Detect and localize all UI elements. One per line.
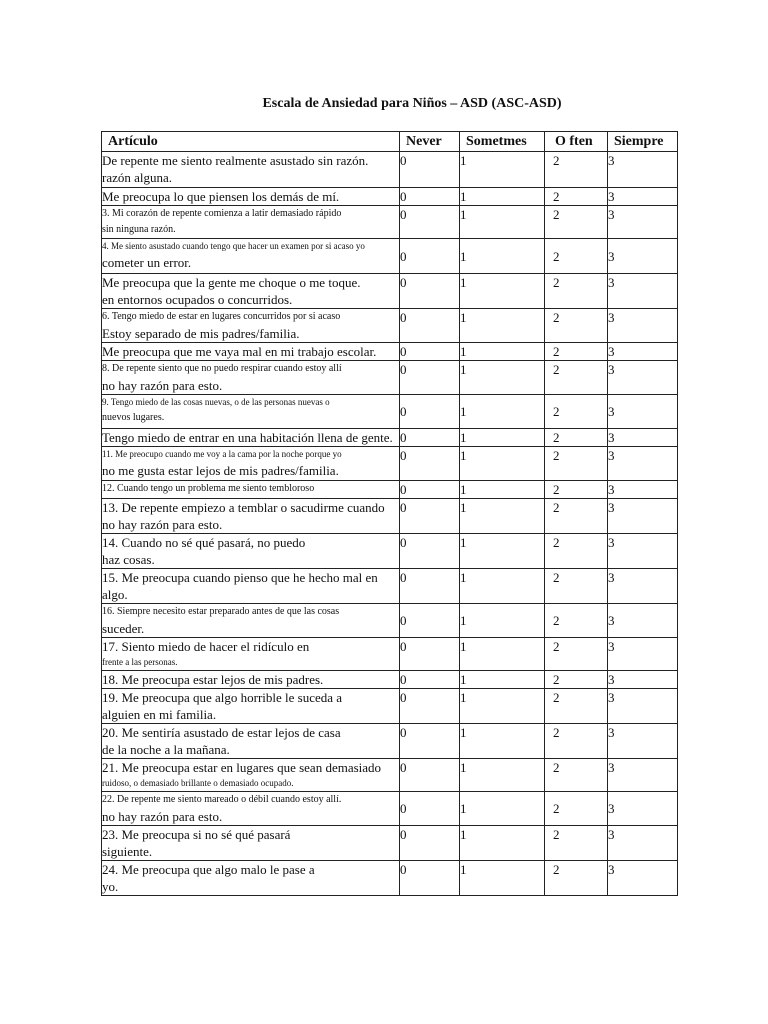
score-often-cell: 2 (545, 343, 608, 361)
score-often-cell: 2 (545, 569, 608, 604)
item-text-line-2: cometer un error. (102, 255, 192, 270)
item-text-cell (102, 239, 400, 274)
page-title: Escala de Ansiedad para Niños – ASD (ASC-ASD) (262, 96, 562, 111)
score-often-cell: 2 (545, 792, 608, 826)
score-often-cell: 2 (545, 395, 608, 429)
score-sometimes-cell: 1 (460, 499, 545, 534)
item-text-cell (102, 188, 400, 206)
score-sometimes-cell: 1 (460, 274, 545, 309)
item-text-line-2: no hay razón para esto. (102, 378, 223, 393)
item-text-line-1: 23. Me preocupa si no sé qué pasará (102, 827, 291, 842)
score-always-cell: 3 (608, 429, 678, 447)
item-text-line-2: nuevos lugares. (102, 412, 165, 423)
score-never-cell: 0 (400, 604, 460, 638)
item-text-line-1: Me preocupa lo que piensen los demás de mí. (102, 189, 340, 204)
table-row (102, 395, 678, 429)
score-always-cell: 3 (608, 638, 678, 671)
score-often-cell: 2 (545, 861, 608, 896)
score-always-cell: 3 (608, 152, 678, 188)
score-never-cell: 0 (400, 534, 460, 569)
item-text-line-2: no hay razón para esto. (102, 517, 223, 532)
score-always-cell: 3 (608, 239, 678, 274)
score-always-cell: 3 (608, 826, 678, 861)
score-never-cell: 0 (400, 206, 460, 239)
score-sometimes-cell: 1 (460, 361, 545, 395)
item-text-cell (102, 499, 400, 534)
item-text-line-1: 4. Me siento asustado cuando tengo que hacer un examen por si acaso yo (102, 241, 365, 251)
table-row (102, 604, 678, 638)
item-text-line-2: no hay razón para esto. (102, 809, 223, 824)
score-sometimes-cell: 1 (460, 759, 545, 792)
item-text-cell (102, 481, 400, 499)
table-row (102, 861, 678, 896)
score-often-cell: 2 (545, 759, 608, 792)
score-often-cell: 2 (545, 534, 608, 569)
table-row (102, 724, 678, 759)
item-text-line-1: 8. De repente siento que no puedo respirar cuando estoy allí (102, 363, 342, 374)
table-row (102, 759, 678, 792)
score-often-cell: 2 (545, 689, 608, 724)
item-text-cell (102, 309, 400, 343)
item-text-line-1: 13. De repente empiezo a temblar o sacudirme cuando (102, 500, 385, 515)
item-text-line-1: 14. Cuando no sé qué pasará, no puedo (102, 535, 306, 550)
item-text-line-1: Tengo miedo de entrar en una habitación llena de gente. (102, 430, 393, 445)
table-row (102, 689, 678, 724)
score-sometimes-cell: 1 (460, 309, 545, 343)
score-always-cell: 3 (608, 759, 678, 792)
col-header-item: Artículo (102, 132, 400, 152)
table-row (102, 152, 678, 188)
item-text-line-1: 22. De repente me siento mareado o débil cuando estoy allí. (102, 794, 342, 805)
item-text-cell (102, 759, 400, 792)
score-always-cell: 3 (608, 206, 678, 239)
item-text-line-2: no me gusta estar lejos de mis padres/familia. (102, 463, 339, 478)
item-text-cell (102, 343, 400, 361)
score-never-cell: 0 (400, 569, 460, 604)
item-text-cell (102, 534, 400, 569)
col-header-sometimes: Sometmes (460, 132, 545, 152)
item-text-cell (102, 861, 400, 896)
score-often-cell: 2 (545, 499, 608, 534)
table-row (102, 447, 678, 481)
score-never-cell: 0 (400, 447, 460, 481)
score-sometimes-cell: 1 (460, 447, 545, 481)
item-text-line-2: Estoy separado de mis padres/familia. (102, 326, 300, 341)
item-text-cell (102, 447, 400, 481)
score-never-cell: 0 (400, 429, 460, 447)
score-sometimes-cell: 1 (460, 429, 545, 447)
item-text-cell (102, 429, 400, 447)
item-text-line-1: 16. Siempre necesito estar preparado antes de que las cosas (102, 606, 340, 617)
score-always-cell: 3 (608, 274, 678, 309)
item-text-line-1: 15. Me preocupa cuando pienso que he hecho mal en (102, 570, 378, 585)
score-sometimes-cell: 1 (460, 638, 545, 671)
table-row (102, 429, 678, 447)
score-sometimes-cell: 1 (460, 534, 545, 569)
score-always-cell: 3 (608, 569, 678, 604)
score-often-cell: 2 (545, 188, 608, 206)
item-text-line-1: 19. Me preocupa que algo horrible le suceda a (102, 690, 343, 705)
item-text-cell (102, 689, 400, 724)
score-never-cell: 0 (400, 792, 460, 826)
score-never-cell: 0 (400, 188, 460, 206)
table-row (102, 309, 678, 343)
score-often-cell: 2 (545, 309, 608, 343)
col-header-never: Never (400, 132, 460, 152)
item-text-cell (102, 361, 400, 395)
table-row (102, 792, 678, 826)
score-always-cell: 3 (608, 792, 678, 826)
score-never-cell: 0 (400, 343, 460, 361)
score-never-cell: 0 (400, 481, 460, 499)
score-sometimes-cell: 1 (460, 689, 545, 724)
score-never-cell: 0 (400, 638, 460, 671)
score-always-cell: 3 (608, 861, 678, 896)
score-always-cell: 3 (608, 671, 678, 689)
item-text-cell (102, 206, 400, 239)
item-text-line-2: haz cosas. (102, 552, 155, 567)
score-always-cell: 3 (608, 361, 678, 395)
item-text-line-1: 17. Siento miedo de hacer el ridículo en (102, 639, 310, 654)
item-text-line-1: 9. Tengo miedo de las cosas nuevas, o de las personas nuevas o (102, 397, 330, 407)
score-sometimes-cell: 1 (460, 481, 545, 499)
score-never-cell: 0 (400, 499, 460, 534)
score-sometimes-cell: 1 (460, 395, 545, 429)
score-never-cell: 0 (400, 724, 460, 759)
item-text-line-2: sin ninguna razón. (102, 224, 176, 235)
score-often-cell: 2 (545, 826, 608, 861)
score-always-cell: 3 (608, 604, 678, 638)
score-never-cell: 0 (400, 671, 460, 689)
item-text-line-1: Me preocupa que me vaya mal en mi trabajo escolar. (102, 344, 377, 359)
score-never-cell: 0 (400, 689, 460, 724)
item-text-line-1: 12. Cuando tengo un problema me siento tembloroso (102, 483, 315, 494)
score-often-cell: 2 (545, 239, 608, 274)
score-never-cell: 0 (400, 309, 460, 343)
item-text-line-1: 11. Me preocupo cuando me voy a la cama por la noche porque yo (102, 449, 342, 459)
score-always-cell: 3 (608, 689, 678, 724)
score-always-cell: 3 (608, 499, 678, 534)
item-text-cell (102, 569, 400, 604)
score-often-cell: 2 (545, 604, 608, 638)
score-often-cell: 2 (545, 671, 608, 689)
item-text-line-1: 18. Me preocupa estar lejos de mis padres. (102, 672, 324, 687)
item-text-line-1: 3. Mi corazón de repente comienza a latir demasiado rápido (102, 208, 342, 219)
col-header-always: Siempre (608, 132, 678, 152)
item-text-cell (102, 826, 400, 861)
item-text-line-1: 6. Tengo miedo de estar en lugares concurridos por si acaso (102, 311, 341, 322)
score-often-cell: 2 (545, 274, 608, 309)
score-sometimes-cell: 1 (460, 604, 545, 638)
score-always-cell: 3 (608, 447, 678, 481)
score-sometimes-cell: 1 (460, 152, 545, 188)
score-often-cell: 2 (545, 429, 608, 447)
item-text-line-1: Me preocupa que la gente me choque o me toque. (102, 275, 361, 290)
item-text-line-2: siguiente. (102, 844, 153, 859)
table-row (102, 206, 678, 239)
table-row (102, 534, 678, 569)
score-sometimes-cell: 1 (460, 671, 545, 689)
score-never-cell: 0 (400, 759, 460, 792)
item-text-line-1: 21. Me preocupa estar en lugares que sean demasiado (102, 760, 382, 775)
item-text-line-2: ruidoso, o demasiado brillante o demasiado ocupado. (102, 778, 294, 788)
table-row (102, 343, 678, 361)
score-always-cell: 3 (608, 188, 678, 206)
table-row (102, 274, 678, 309)
item-text-line-2: de la noche a la mañana. (102, 742, 230, 757)
score-often-cell: 2 (545, 724, 608, 759)
score-always-cell: 3 (608, 395, 678, 429)
score-never-cell: 0 (400, 826, 460, 861)
score-sometimes-cell: 1 (460, 861, 545, 896)
score-sometimes-cell: 1 (460, 343, 545, 361)
score-always-cell: 3 (608, 534, 678, 569)
item-text-line-1: 20. Me sentiría asustado de estar lejos de casa (102, 725, 341, 740)
score-always-cell: 3 (608, 724, 678, 759)
table-row (102, 826, 678, 861)
score-never-cell: 0 (400, 395, 460, 429)
table-row (102, 569, 678, 604)
table-row (102, 239, 678, 274)
score-sometimes-cell: 1 (460, 206, 545, 239)
item-text-line-1: De repente me siento realmente asustado sin razón. (102, 153, 369, 168)
table-row (102, 499, 678, 534)
table-row (102, 671, 678, 689)
item-text-cell (102, 724, 400, 759)
item-text-line-2: frente a las personas. (102, 657, 178, 667)
score-sometimes-cell: 1 (460, 724, 545, 759)
item-text-cell (102, 274, 400, 309)
score-often-cell: 2 (545, 481, 608, 499)
score-sometimes-cell: 1 (460, 826, 545, 861)
col-header-often: O ften (545, 132, 608, 152)
item-text-cell (102, 792, 400, 826)
item-text-line-2: razón alguna. (102, 170, 173, 185)
score-often-cell: 2 (545, 447, 608, 481)
score-always-cell: 3 (608, 481, 678, 499)
score-sometimes-cell: 1 (460, 569, 545, 604)
item-text-cell (102, 671, 400, 689)
table-row (102, 188, 678, 206)
score-often-cell: 2 (545, 152, 608, 188)
score-often-cell: 2 (545, 206, 608, 239)
table-row (102, 361, 678, 395)
score-always-cell: 3 (608, 343, 678, 361)
score-sometimes-cell: 1 (460, 239, 545, 274)
item-text-cell (102, 152, 400, 188)
table-row (102, 638, 678, 671)
item-text-line-2: yo. (102, 879, 119, 894)
item-text-line-2: en entornos ocupados o concurridos. (102, 292, 293, 307)
score-never-cell: 0 (400, 152, 460, 188)
item-text-cell (102, 604, 400, 638)
score-always-cell: 3 (608, 309, 678, 343)
anxiety-scale-table (101, 131, 678, 896)
item-text-line-2: alguien en mi familia. (102, 707, 217, 722)
item-text-line-2: suceder. (102, 621, 145, 636)
score-never-cell: 0 (400, 274, 460, 309)
item-text-cell (102, 395, 400, 429)
item-text-line-2: algo. (102, 587, 128, 602)
score-often-cell: 2 (545, 361, 608, 395)
score-often-cell: 2 (545, 638, 608, 671)
item-text-line-1: 24. Me preocupa que algo malo le pase a (102, 862, 315, 877)
score-never-cell: 0 (400, 861, 460, 896)
score-never-cell: 0 (400, 239, 460, 274)
table-row (102, 481, 678, 499)
score-never-cell: 0 (400, 361, 460, 395)
table-header-row (102, 132, 678, 152)
item-text-cell (102, 638, 400, 671)
score-sometimes-cell: 1 (460, 792, 545, 826)
score-sometimes-cell: 1 (460, 188, 545, 206)
